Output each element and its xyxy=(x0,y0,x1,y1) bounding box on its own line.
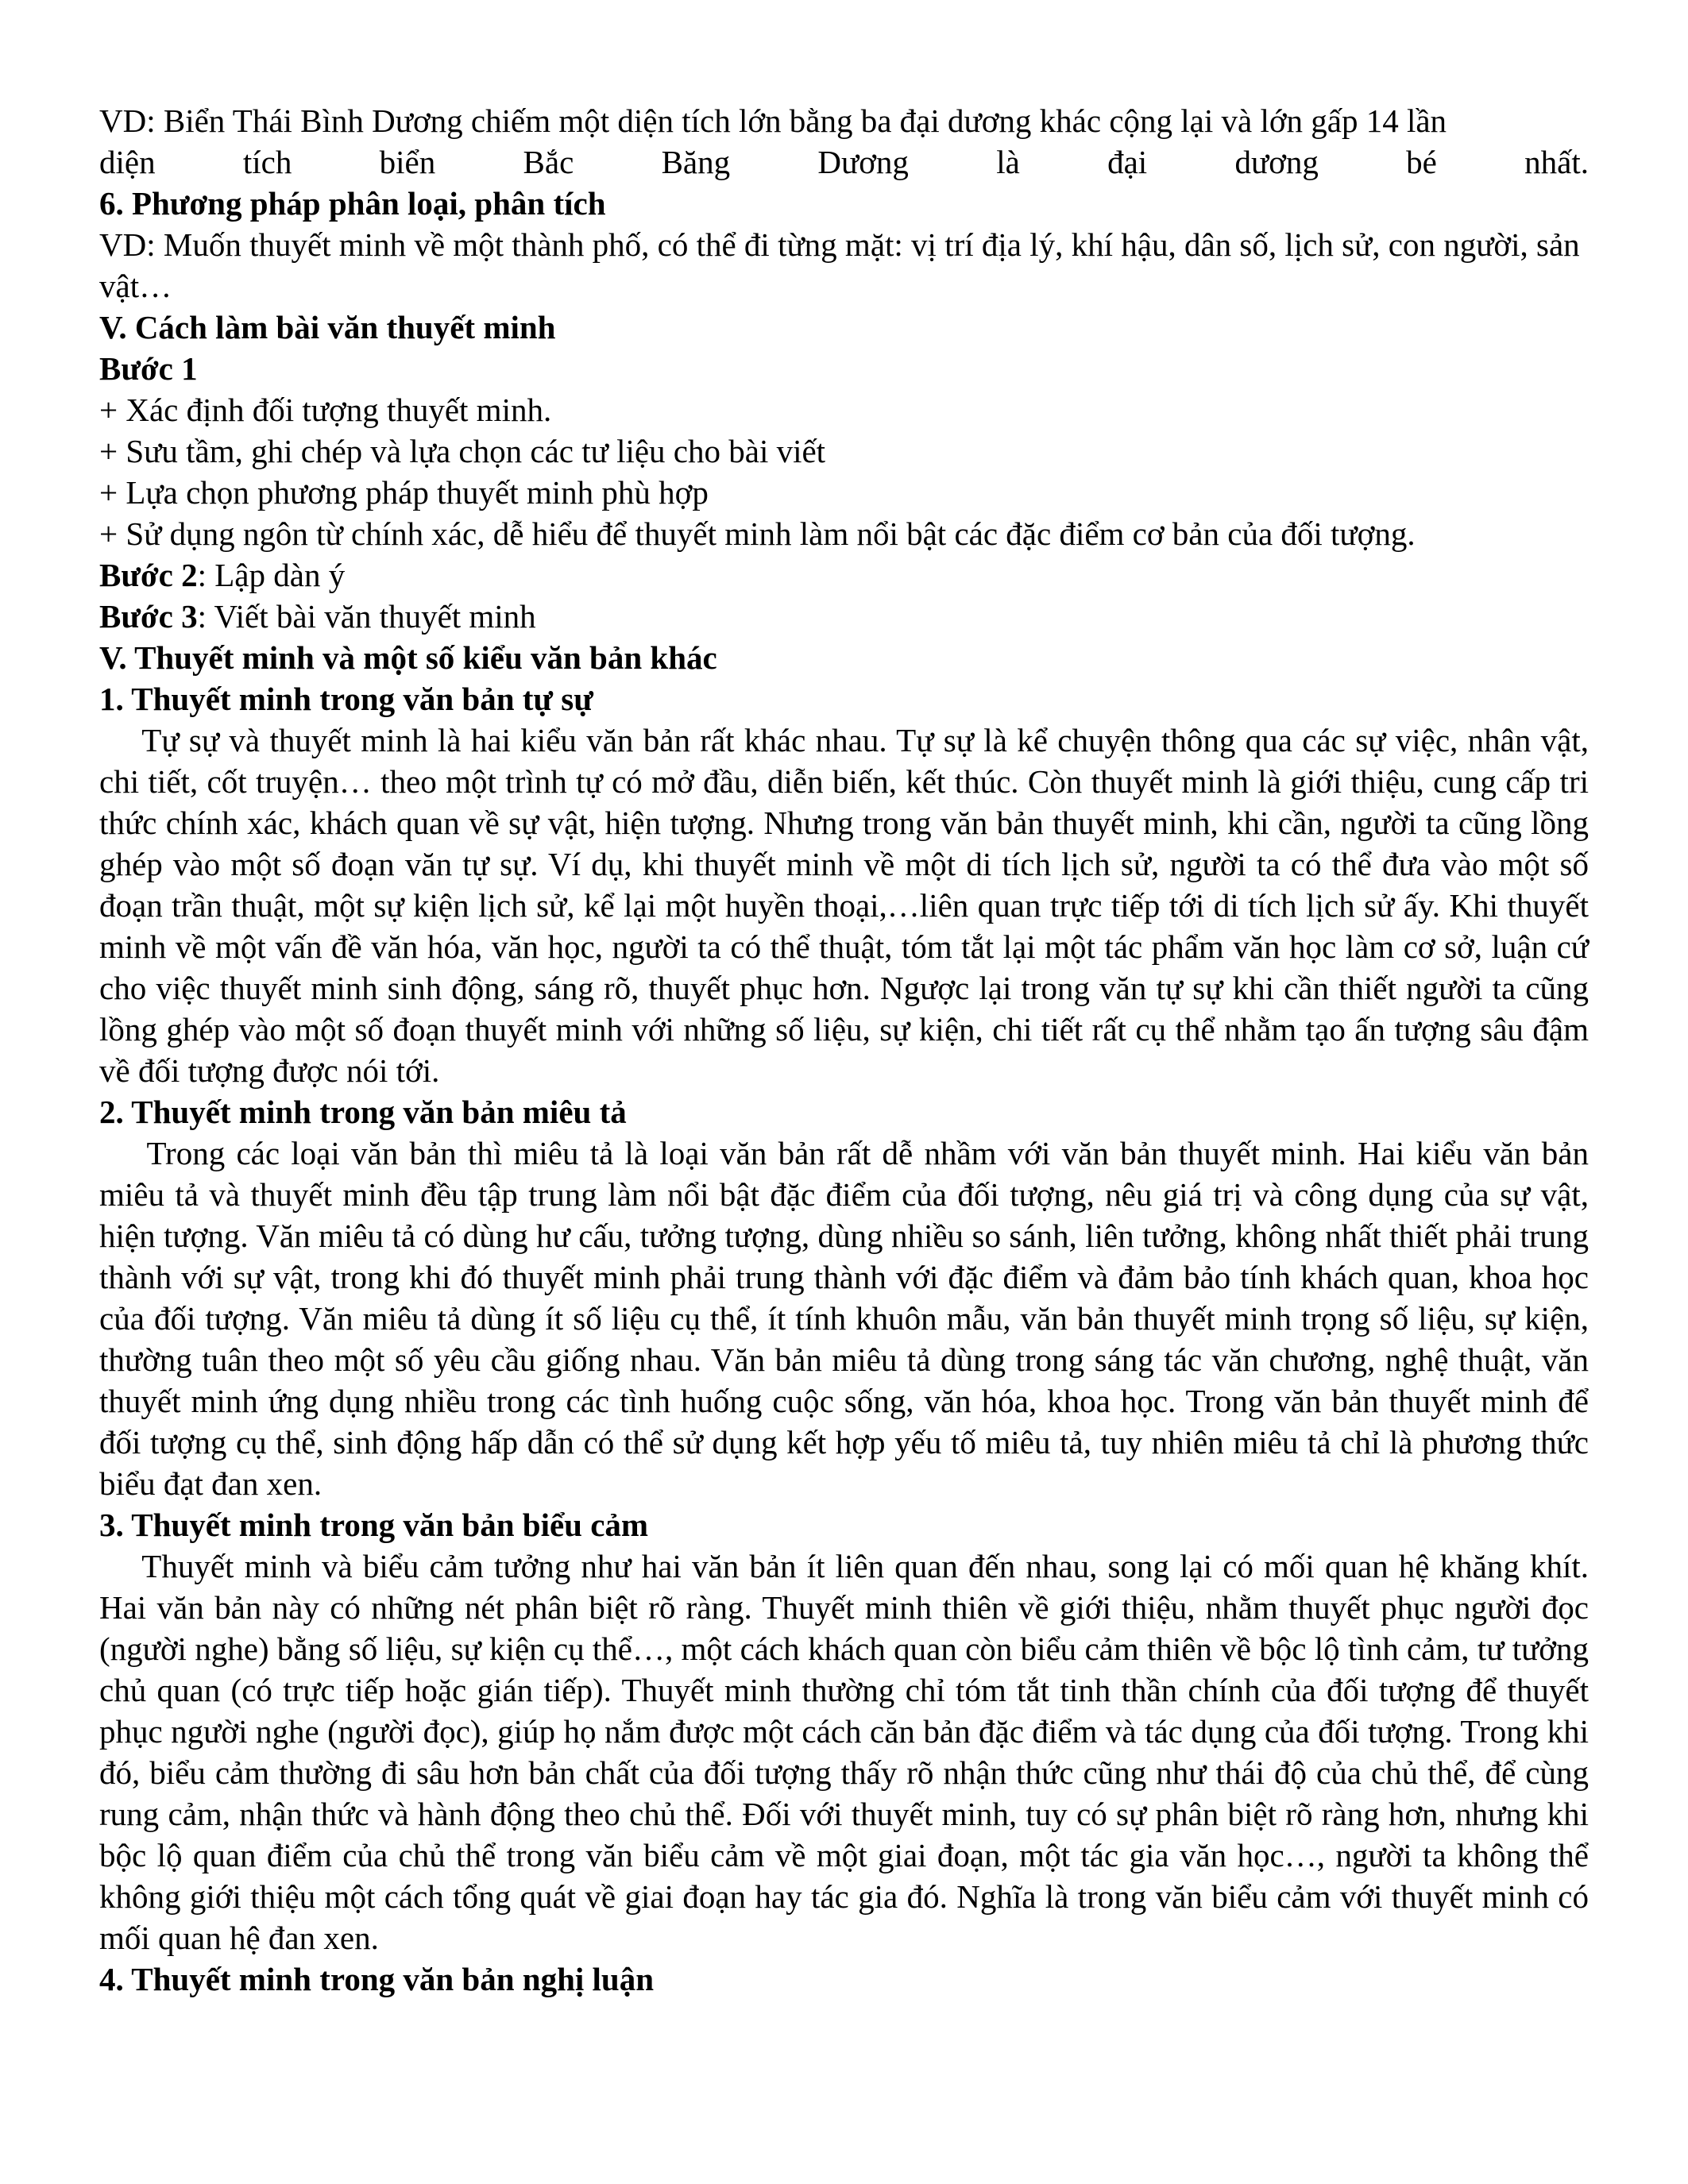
ocean-example-line-1: VD: Biển Thái Bình Dương chiếm một diện tích lớn bằng ba đại dương khác cộng lại và lớn gấp 14 lần xyxy=(99,102,1447,139)
types-heading-rest: . Thuyết minh và một số kiểu văn bản khác xyxy=(118,639,717,676)
step-3-line xyxy=(99,596,1589,637)
step-1-item-1: + Xác định đối tượng thuyết minh. xyxy=(99,392,552,428)
step-3-text: : Viết bài văn thuyết minh xyxy=(197,598,536,635)
subsection-1-heading: 1. Thuyết minh trong văn bản tự sự xyxy=(99,681,593,717)
step-1-item-4: + Sử dụng ngôn từ chính xác, dễ hiểu để thuyết minh làm nổi bật các đặc điểm cơ bản của đối tượng. xyxy=(99,515,1416,552)
step-2-line xyxy=(99,554,1589,596)
step-1-heading: Bước 1 xyxy=(99,350,198,387)
ocean-example-line-2: diện tích biển Bắc Băng Dương là đại dương bé nhất. xyxy=(99,144,1589,180)
document-page xyxy=(99,100,1589,2000)
method-section-heading: V. Cách làm bài văn thuyết minh xyxy=(99,309,556,345)
section-6-example: VD: Muốn thuyết minh về một thành phố, có thể đi từng mặt: vị trí địa lý, khí hậu, dân số, lịch sử, con người, sản vật… xyxy=(99,226,1580,304)
subsection-2-body: Trong các loại văn bản thì miêu tả là loại văn bản rất dễ nhầm với văn bản thuyết minh. Hai kiểu văn bản miêu tả và thuyết minh đều tập trung làm nổi bật đặc điểm của đối tượng, nêu giá trị và công dụng của sự vật, hiện tượng. Văn miêu tả có dùng hư cấu, tưởng tượng, dùng nhiều so sánh, liên tưởng, không nhất thiết phải trung thành với sự vật, trong khi đó thuyết minh phải trung thành với đặc điểm và đảm bảo tính khách quan, khoa học của đối tượng. Văn miêu tả dùng ít số liệu cụ thể, ít tính khuôn mẫu, văn bản thuyết minh trọng số liệu, sự kiện, thường tuân theo một số yêu cầu giống nhau. Văn bản miêu tả dùng trong sáng tác văn chương, nghệ thuật, văn thuyết minh ứng dụng nhiều trong các tình huống cuộc sống, văn hóa, khoa học. Trong văn bản thuyết minh để đối tượng cụ thể, sinh động hấp dẫn có thể sử dụng kết hợp yếu tố miêu tả, tuy nhiên miêu tả chỉ là phương thức biểu đạt đan xen. xyxy=(99,1135,1589,1502)
subsection-1-body: Tự sự và thuyết minh là hai kiểu văn bản rất khác nhau. Tự sự là kể chuyện thông qua các sự việc, nhân vật, chi tiết, cốt truyện… theo một trình tự có mở đầu, diễn biến, kết thúc. Còn thuyết minh là giới thiệu, cung cấp tri thức chính xác, khách quan về sự vật, hiện tượng. Nhưng trong văn bản thuyết minh, khi cần, người ta cũng lồng ghép vào một số đoạn văn tự sự. Ví dụ, khi thuyết minh về một di tích lịch sử, người ta có thể đưa vào một số đoạn trần thuật, một sự kiện lịch sử, kể lại một huyền thoại,…liên quan trực tiếp tới di tích lịch sử ấy. Khi thuyết minh về một vấn đề văn hóa, văn học, người ta có thể thuật, tóm tắt lại một tác phẩm văn học làm cơ sở, luận cứ cho việc thuyết minh sinh động, sáng rõ, thuyết phục hơn. Ngược lại trong văn tự sự khi cần thiết người ta cũng lồng ghép vào một số đoạn thuyết minh với những số liệu, sự kiện, chi tiết rất cụ thể nhằm tạo ấn tượng sâu đậm về đối tượng được nói tới. xyxy=(99,722,1589,1089)
step-2-text: : Lập dàn ý xyxy=(197,557,346,593)
types-heading-prefix: V xyxy=(99,639,119,676)
section-6-heading: 6. Phương pháp phân loại, phân tích xyxy=(99,185,606,222)
types-section-heading xyxy=(99,637,1589,678)
subsection-4-heading: 4. Thuyết minh trong văn bản nghị luận xyxy=(99,1961,655,1997)
subsection-2-heading: 2. Thuyết minh trong văn bản miêu tả xyxy=(99,1094,627,1130)
step-1-item-3: + Lựa chọn phương pháp thuyết minh phù hợp xyxy=(99,474,709,511)
step-1-item-2: + Sưu tầm, ghi chép và lựa chọn các tư liệu cho bài viết xyxy=(99,433,826,469)
step-3-label: Bước 3 xyxy=(99,598,198,635)
step-2-label: Bước 2 xyxy=(99,557,198,593)
subsection-3-heading: 3. Thuyết minh trong văn bản biểu cảm xyxy=(99,1507,649,1543)
subsection-3-body: Thuyết minh và biểu cảm tưởng như hai văn bản ít liên quan đến nhau, song lại có mối quan hệ khăng khít. Hai văn bản này có những nét phân biệt rõ ràng. Thuyết minh thiên về giới thiệu, nhằm thuyết phục người đọc (người nghe) bằng số liệu, sự kiện cụ thể…, một cách khách quan còn biểu cảm thiên về bộc lộ tình cảm, tư tưởng chủ quan (có trực tiếp hoặc gián tiếp). Thuyết minh thường chỉ tóm tắt tinh thần chính của đối tượng để thuyết phục người nghe (người đọc), giúp họ nắm được một cách căn bản đặc điểm và tác dụng của đối tượng. Trong khi đó, biểu cảm thường đi sâu hơn bản chất của đối tượng thấy rõ nhận thức cũng như thái độ của chủ thể, để cùng rung cảm, nhận thức và hành động theo chủ thể. Đối với thuyết minh, tuy có sự phân biệt rõ ràng hơn, nhưng khi bộc lộ quan điểm của chủ thể trong văn biểu cảm về một giai đoạn, một tác gia văn học…, người ta không thể không giới thiệu một cách tổng quát về giai đoạn hay tác gia đó. Nghĩa là trong văn biểu cảm với thuyết minh có mối quan hệ đan xen. xyxy=(99,1548,1589,1956)
